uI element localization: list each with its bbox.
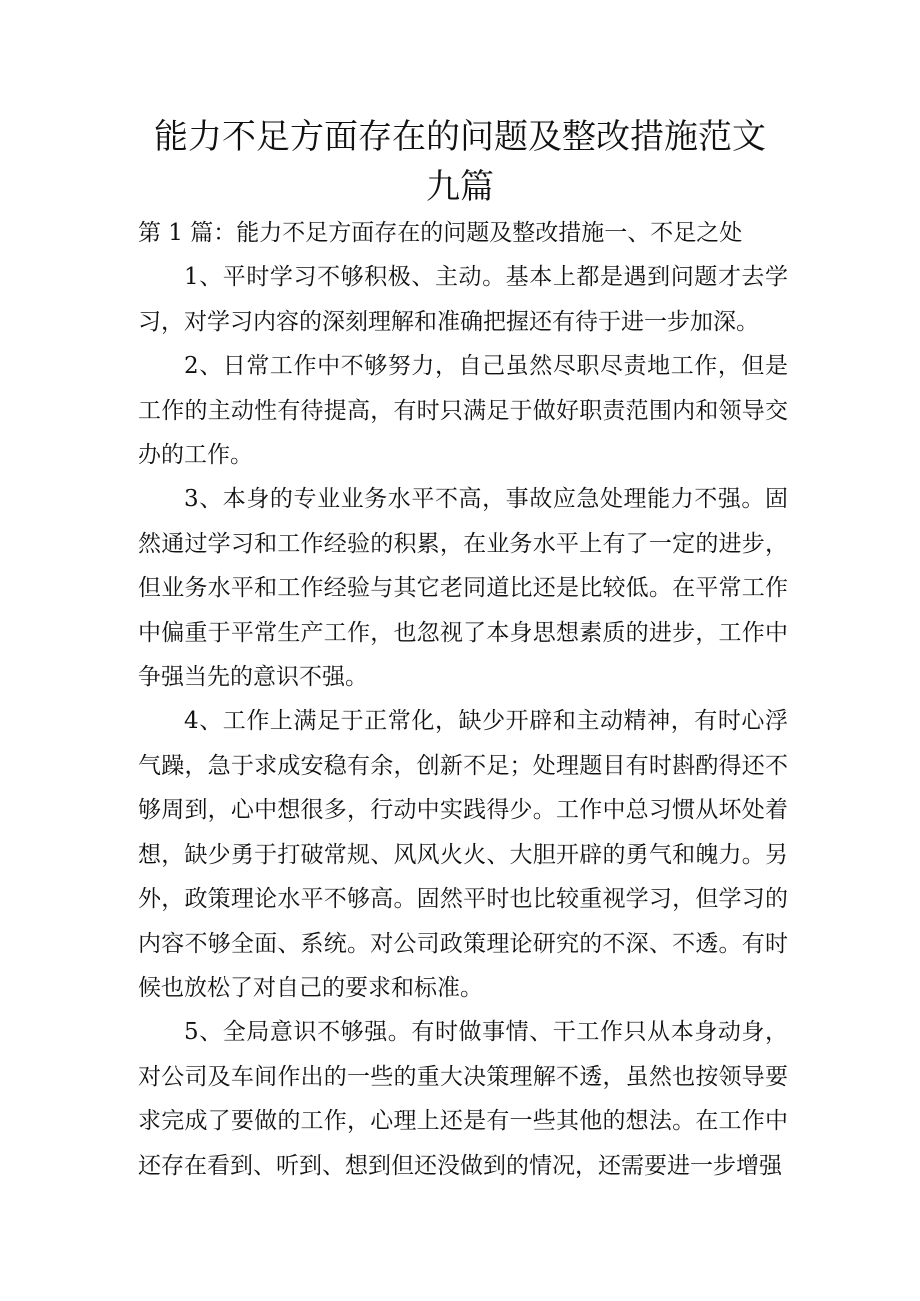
- section-heading: 第 1 篇：能力不足方面存在的问题及整改措施一、不足之处: [138, 220, 743, 246]
- paragraph-5: 5、全局意识不够强。有时做事情、干工作只从本身动身，对公司及车间作出的一些的重大决策理解不透，虽然也按领导要求完成了要做的工作，心理上还是有一些其他的想法。在工作中还存在看到、听到、想到但还没做到的情况，还需要进一步增强: [138, 1019, 788, 1179]
- paragraph-2: 2、日常工作中不够努力，自己虽然尽职尽责地工作，但是工作的主动性有待提高，有时只满足于做好职责范围内和领导交办的工作。: [138, 353, 788, 469]
- paragraph-4: 4、工作上满足于正常化，缺少开辟和主动精神，有时心浮气躁，急于求成安稳有余，创新不足；处理题目有时斟酌得还不够周到，心中想很多，行动中实践得少。工作中总习惯从坏处着想，缺少勇于打破常规、风风火火、大胆开辟的勇气和魄力。另外，政策理论水平不够高。固然平时也比较重视学习，但学习的内容不够全面、系统。对公司政策理论研究的不深、不透。有时候也放松了对自己的要求和标准。: [138, 708, 788, 1001]
- paragraph-1: 1、平时学习不够积极、主动。基本上都是遇到问题才去学习，对学习内容的深刻理解和准确把握还有待于进一步加深。: [138, 264, 788, 335]
- document-body: [138, 211, 788, 1188]
- title-line-1: 能力不足方面存在的问题及整改措施范文: [154, 117, 766, 157]
- title-line-2: 九篇: [426, 167, 494, 207]
- paragraph-3: 3、本身的专业业务水平不高，事故应急处理能力不强。固然通过学习和工作经验的积累，在业务水平上有了一定的进步，但业务水平和工作经验与其它老同道比还是比较低。在平常工作中偏重于平常生产工作，也忽视了本身思想素质的进步，工作中争强当先的意识不强。: [138, 486, 788, 691]
- document-title: [140, 112, 780, 212]
